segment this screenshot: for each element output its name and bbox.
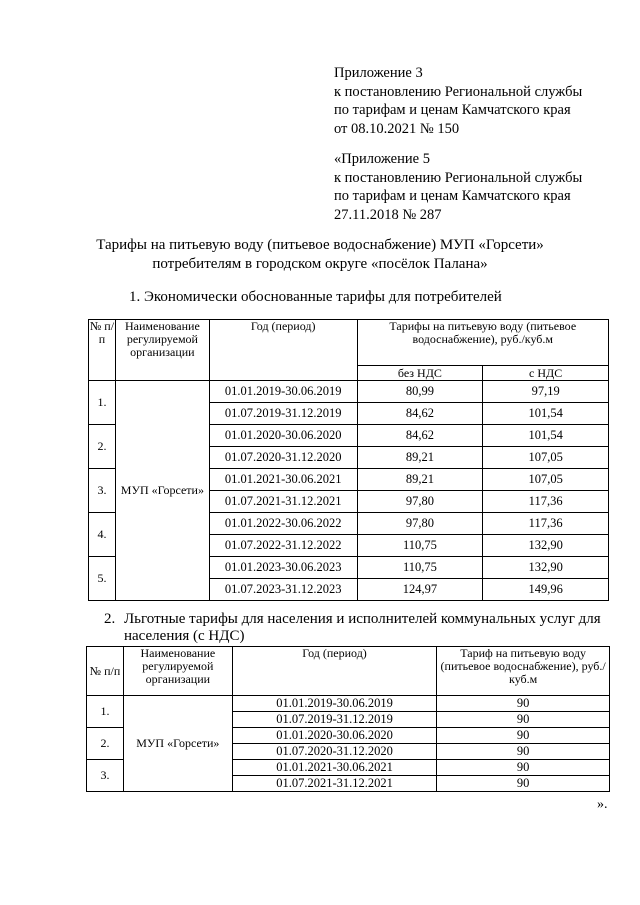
period-cell: 01.01.2019-30.06.2019: [209, 381, 357, 403]
no-vat-cell: 84,62: [357, 425, 483, 447]
org-name: МУП «Горсети»: [123, 696, 232, 792]
appendix-5-line: по тарифам и ценам Камчатского края: [334, 188, 571, 204]
vat-cell: 132,90: [483, 535, 609, 557]
header-no-vat: без НДС: [357, 366, 483, 381]
period-cell: 01.01.2021-30.06.2021: [209, 469, 357, 491]
header-tariff: Тариф на питьевую воду (питьевое водоснабжение), руб./куб.м: [437, 647, 610, 696]
row-number: 2.: [89, 425, 116, 469]
header-period: Год (период): [209, 320, 357, 381]
org-name: МУП «Горсети»: [115, 381, 209, 601]
vat-cell: 107,05: [483, 469, 609, 491]
appendix-3-line: к постановлению Региональной службы: [334, 83, 583, 100]
no-vat-cell: 84,62: [357, 403, 483, 425]
title-line-2: потребителям в городском округе «посёлок Палана»: [152, 255, 488, 272]
period-cell: 01.07.2020-31.12.2020: [232, 744, 437, 760]
header-num: № п/п: [89, 320, 116, 381]
vat-cell: 149,96: [483, 579, 609, 601]
appendix-3-line: по тарифам и ценам Камчатского края: [334, 102, 571, 118]
period-cell: 01.01.2020-30.06.2020: [209, 425, 357, 447]
appendix-5-line: «Приложение 5: [334, 151, 430, 167]
period-cell: 01.01.2022-30.06.2022: [209, 513, 357, 535]
closing-quote: ».: [597, 797, 608, 812]
row-number: 3.: [87, 760, 124, 792]
tariff-cell: 90: [437, 728, 610, 744]
row-number: 3.: [89, 469, 116, 513]
title-line-1: Тарифы на питьевую воду (питьевое водоснабжение) МУП «Горсети»: [96, 237, 544, 253]
row-number: 1.: [87, 696, 124, 728]
appendix-3-line: от 08.10.2021 № 150: [334, 120, 460, 137]
section-1-heading: 1. Экономически обоснованные тарифы для потребителей: [129, 289, 502, 305]
row-number: 5.: [89, 557, 116, 601]
section-2-number: 2.: [104, 611, 116, 627]
no-vat-cell: 89,21: [357, 447, 483, 469]
row-number: 1.: [89, 381, 116, 425]
section-2-text: Льготные тарифы для населения и исполнителей коммунальных услуг для населения (с НДС): [124, 611, 601, 644]
header-num: № п/п: [87, 647, 124, 696]
section-2-heading: [104, 611, 614, 645]
vat-cell: 132,90: [483, 557, 609, 579]
header-period: Год (период): [232, 647, 437, 696]
no-vat-cell: 124,97: [357, 579, 483, 601]
period-cell: 01.07.2021-31.12.2021: [232, 776, 437, 792]
no-vat-cell: 89,21: [357, 469, 483, 491]
tariff-cell: 90: [437, 760, 610, 776]
no-vat-cell: 97,80: [357, 513, 483, 535]
appendix-5-line: 27.11.2018 № 287: [334, 206, 442, 223]
vat-cell: 117,36: [483, 513, 609, 535]
period-cell: 01.07.2019-31.12.2019: [209, 403, 357, 425]
tariff-cell: 90: [437, 776, 610, 792]
no-vat-cell: 110,75: [357, 557, 483, 579]
tariff-cell: 90: [437, 712, 610, 728]
vat-cell: 101,54: [483, 403, 609, 425]
tariff-cell: 90: [437, 696, 610, 712]
period-cell: 01.07.2019-31.12.2019: [232, 712, 437, 728]
vat-cell: 101,54: [483, 425, 609, 447]
economic-tariffs-table: [88, 319, 609, 601]
no-vat-cell: 80,99: [357, 381, 483, 403]
period-cell: 01.01.2020-30.06.2020: [232, 728, 437, 744]
period-cell: 01.01.2023-30.06.2023: [209, 557, 357, 579]
tariff-cell: 90: [437, 744, 610, 760]
header-org: Наименование регулируемой организации: [123, 647, 232, 696]
header-org: Наименование регулируемой организации: [115, 320, 209, 381]
row-number: 2.: [87, 728, 124, 760]
document-title: [0, 236, 640, 273]
period-cell: 01.01.2021-30.06.2021: [232, 760, 437, 776]
row-number: 4.: [89, 513, 116, 557]
no-vat-cell: 97,80: [357, 491, 483, 513]
period-cell: 01.07.2022-31.12.2022: [209, 535, 357, 557]
no-vat-cell: 110,75: [357, 535, 483, 557]
period-cell: 01.01.2019-30.06.2019: [232, 696, 437, 712]
period-cell: 01.07.2021-31.12.2021: [209, 491, 357, 513]
appendix-3-line: Приложение 3: [334, 65, 423, 81]
header-tariff: Тарифы на питьевую воду (питьевое водоснабжение), руб./куб.м: [357, 320, 608, 366]
appendix-3-block: [334, 64, 582, 138]
vat-cell: 107,05: [483, 447, 609, 469]
period-cell: 01.07.2023-31.12.2023: [209, 579, 357, 601]
preferential-tariffs-table: [86, 646, 610, 792]
header-vat: с НДС: [483, 366, 609, 381]
appendix-5-line: к постановлению Региональной службы: [334, 169, 583, 186]
period-cell: 01.07.2020-31.12.2020: [209, 447, 357, 469]
vat-cell: 117,36: [483, 491, 609, 513]
vat-cell: 97,19: [483, 381, 609, 403]
appendix-5-block: [334, 150, 582, 224]
